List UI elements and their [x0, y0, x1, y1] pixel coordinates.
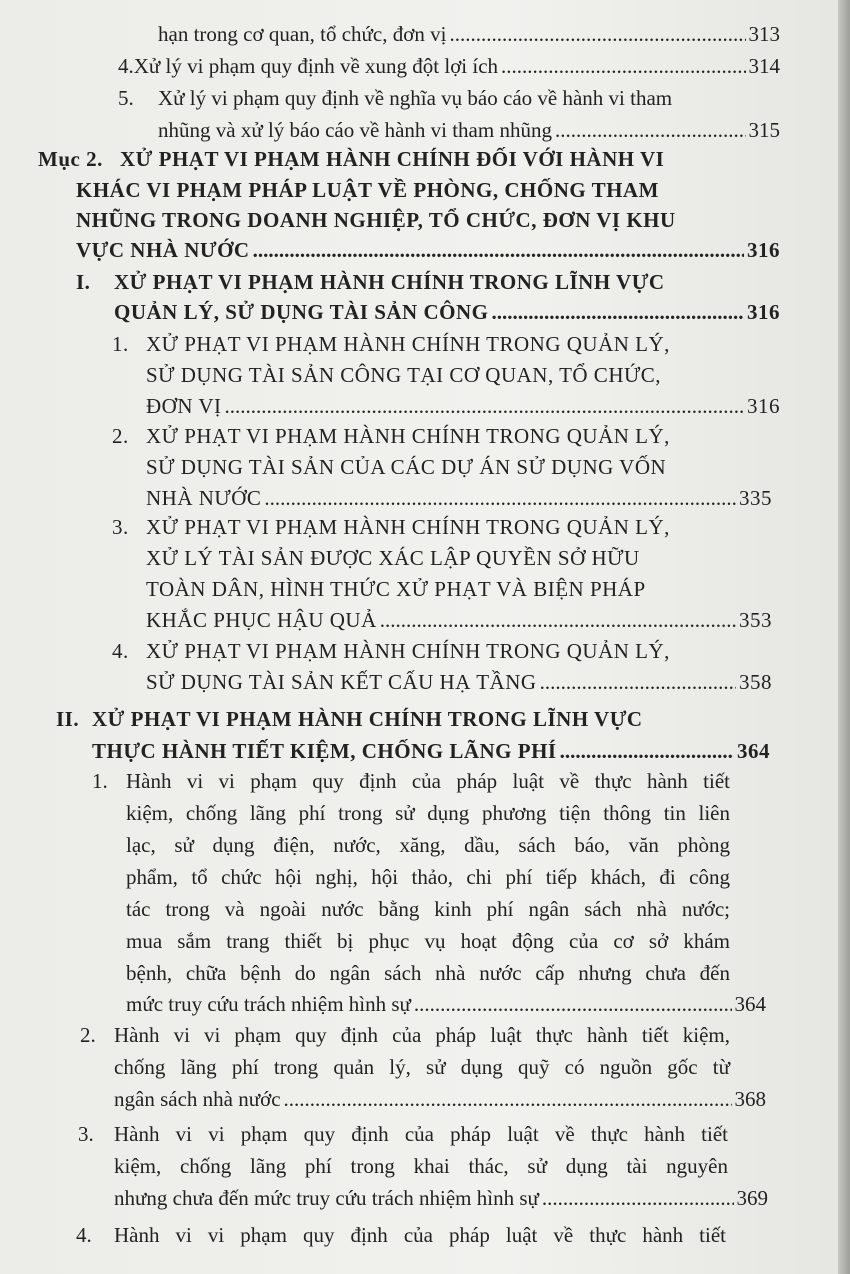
toc-entry [76, 236, 780, 264]
toc-entry [92, 737, 770, 765]
book-spine-shadow [838, 0, 850, 1274]
page-number: 358 [739, 670, 772, 694]
toc-text: KHẮC PHỤC HẬU QUẢ [146, 608, 377, 632]
entry-number: 4. [112, 639, 129, 663]
page-number: 316 [747, 394, 780, 418]
toc-entry [126, 990, 766, 1018]
toc-entry [112, 422, 780, 450]
toc-text-line: mua sắm trang thiết bị phục vụ hoạt động của cơ sở khám [126, 929, 730, 953]
toc-text-line: XỬ LÝ TÀI SẢN ĐƯỢC XÁC LẬP QUYỀN SỞ HỮU [146, 546, 640, 570]
entry-number: 4. [76, 1223, 92, 1247]
toc-entry [118, 84, 780, 112]
toc-text-line: lạc, sử dụng điện, nước, xăng, dầu, sách báo, văn phòng [126, 833, 730, 857]
entry-number: 1. [112, 332, 129, 356]
toc-text-line: tác trong và ngoài nước bằng kinh phí ngân sách nhà nước; [126, 897, 730, 921]
toc-text: Xử lý vi phạm quy định về xung đột lợi ích [133, 54, 499, 78]
page-number: 364 [737, 739, 770, 763]
entry-number: 3. [78, 1122, 94, 1146]
toc-text-line: SỬ DỤNG TÀI SẢN CÔNG TẠI CƠ QUAN, TỔ CHỨC, [146, 363, 662, 387]
toc-text: XỬ PHẠT VI PHẠM HÀNH CHÍNH TRONG QUẢN LÝ, [146, 332, 670, 356]
dot-leader [542, 1184, 734, 1212]
toc-entry [146, 606, 772, 634]
entry-number: 2. [112, 424, 129, 448]
toc-text: NHÀ NƯỚC [146, 486, 262, 510]
entry-number: 2. [80, 1023, 96, 1047]
toc-text-line: kiệm, chống lãng phí trong sử dụng phương tiện thông tin liên [126, 801, 730, 825]
toc-text-line: bệnh, chữa bệnh do ngân sách nhà nước cấp nhưng chưa đến [126, 961, 730, 985]
toc-text-line: TOÀN DÂN, HÌNH THỨC XỬ PHẠT VÀ BIỆN PHÁP [146, 577, 646, 601]
section-heading-line: NHŨNG TRONG DOANH NGHIỆP, TỔ CHỨC, ĐƠN VỊ KHU [76, 208, 676, 232]
toc-text-line: phẩm, tổ chức hội nghị, hội thảo, chi phí tiếp khách, đi công [126, 865, 730, 889]
toc-entry [146, 668, 772, 696]
toc-entry [112, 513, 780, 541]
toc-text: Hành vi vi phạm quy định của pháp luật về thực hành tiết [126, 769, 730, 793]
section-number: Mục 2. [38, 147, 103, 171]
page-number: 314 [748, 54, 780, 78]
toc-text: XỬ PHẠT VI PHẠM HÀNH CHÍNH TRONG QUẢN LÝ, [146, 515, 670, 539]
dot-leader [284, 1085, 732, 1113]
dot-leader [253, 236, 744, 264]
toc-text: XỬ PHẠT VI PHẠM HÀNH CHÍNH TRONG QUẢN LÝ, [146, 639, 670, 663]
toc-text-line: kiệm, chống lãng phí trong khai thác, sử dụng tài nguyên [114, 1154, 728, 1178]
toc-text: hạn trong cơ quan, tổ chức, đơn vị [158, 22, 447, 46]
toc-text: XỬ PHẠT VI PHẠM HÀNH CHÍNH ĐỐI VỚI HÀNH VI [120, 147, 665, 171]
dot-leader [380, 606, 736, 634]
toc-entry [92, 767, 730, 795]
toc-text: nhũng và xử lý báo cáo về hành vi tham nhũng [158, 118, 552, 142]
dot-leader [414, 990, 732, 1018]
toc-entry [114, 1085, 766, 1113]
toc-entry [80, 1021, 730, 1049]
toc-entry [112, 637, 780, 665]
toc-text: SỬ DỤNG TÀI SẢN KẾT CẤU HẠ TẦNG [146, 670, 537, 694]
toc-entry [112, 330, 780, 358]
toc-entry [114, 1184, 768, 1212]
page-number: 369 [736, 1186, 768, 1210]
toc-entry [76, 1221, 726, 1249]
toc-text: Hành vi vi phạm quy định của pháp luật thực hành tiết kiệm, [114, 1023, 730, 1047]
toc-entry [158, 116, 780, 144]
entry-number: 3. [112, 515, 129, 539]
toc-text: nhưng chưa đến mức truy cứu trách nhiệm hình sự [114, 1186, 539, 1210]
dot-leader [225, 392, 744, 420]
entry-number: 4. [118, 54, 134, 78]
entry-number: 1. [92, 769, 108, 793]
page-number: 316 [747, 300, 780, 324]
dot-leader [491, 298, 744, 326]
toc-entry [118, 52, 780, 80]
toc-text: ngân sách nhà nước [114, 1087, 281, 1111]
toc-text: mức truy cứu trách nhiệm hình sự [126, 992, 411, 1016]
toc-entry [158, 20, 780, 48]
toc-text: XỬ PHẠT VI PHẠM HÀNH CHÍNH TRONG QUẢN LÝ, [146, 424, 670, 448]
section-number: II. [56, 707, 80, 731]
dot-leader [264, 484, 736, 512]
toc-text: VỰC NHÀ NƯỚC [76, 238, 250, 262]
entry-number: 5. [118, 86, 134, 110]
toc-entry [114, 298, 780, 326]
toc-entry [78, 1120, 728, 1148]
section-number: I. [76, 270, 91, 294]
dot-leader [501, 52, 745, 80]
page-number: 368 [734, 1087, 766, 1111]
dot-leader [560, 737, 734, 765]
toc-text: THỰC HÀNH TIẾT KIỆM, CHỐNG LÃNG PHÍ [92, 739, 557, 763]
section-heading-line: KHÁC VI PHẠM PHÁP LUẬT VỀ PHÒNG, CHỐNG THAM [76, 178, 659, 202]
section-heading [56, 705, 780, 733]
toc-entry [146, 484, 772, 512]
page-number: 313 [748, 22, 780, 46]
toc-text: Hành vi vi phạm quy định của pháp luật về thực hành tiết [114, 1223, 726, 1247]
page-number: 316 [747, 238, 780, 262]
dot-leader [540, 668, 736, 696]
toc-text: QUẢN LÝ, SỬ DỤNG TÀI SẢN CÔNG [114, 300, 489, 324]
toc-text: Xử lý vi phạm quy định về nghĩa vụ báo cáo về hành vi tham [158, 86, 673, 110]
toc-text-line: SỬ DỤNG TÀI SẢN CỦA CÁC DỰ ÁN SỬ DỤNG VỐN [146, 455, 667, 479]
dot-leader [449, 20, 745, 48]
toc-text: Hành vi vi phạm quy định của pháp luật về thực hành tiết [114, 1122, 728, 1146]
section-heading [38, 145, 780, 173]
toc-entry [146, 392, 780, 420]
toc-text: ĐƠN VỊ [146, 394, 222, 418]
dot-leader [555, 116, 746, 144]
page-number: 364 [734, 992, 766, 1016]
toc-text: XỬ PHẠT VI PHẠM HÀNH CHÍNH TRONG LĨNH VỰC [114, 270, 665, 294]
toc-text-line: chống lãng phí trong quản lý, sử dụng quỹ có nguồn gốc từ [114, 1055, 730, 1079]
page-number: 315 [748, 118, 780, 142]
toc-text: XỬ PHẠT VI PHẠM HÀNH CHÍNH TRONG LĨNH VỰC [92, 707, 643, 731]
page-number: 353 [739, 608, 772, 632]
page-number: 335 [739, 486, 772, 510]
section-heading [76, 268, 780, 296]
